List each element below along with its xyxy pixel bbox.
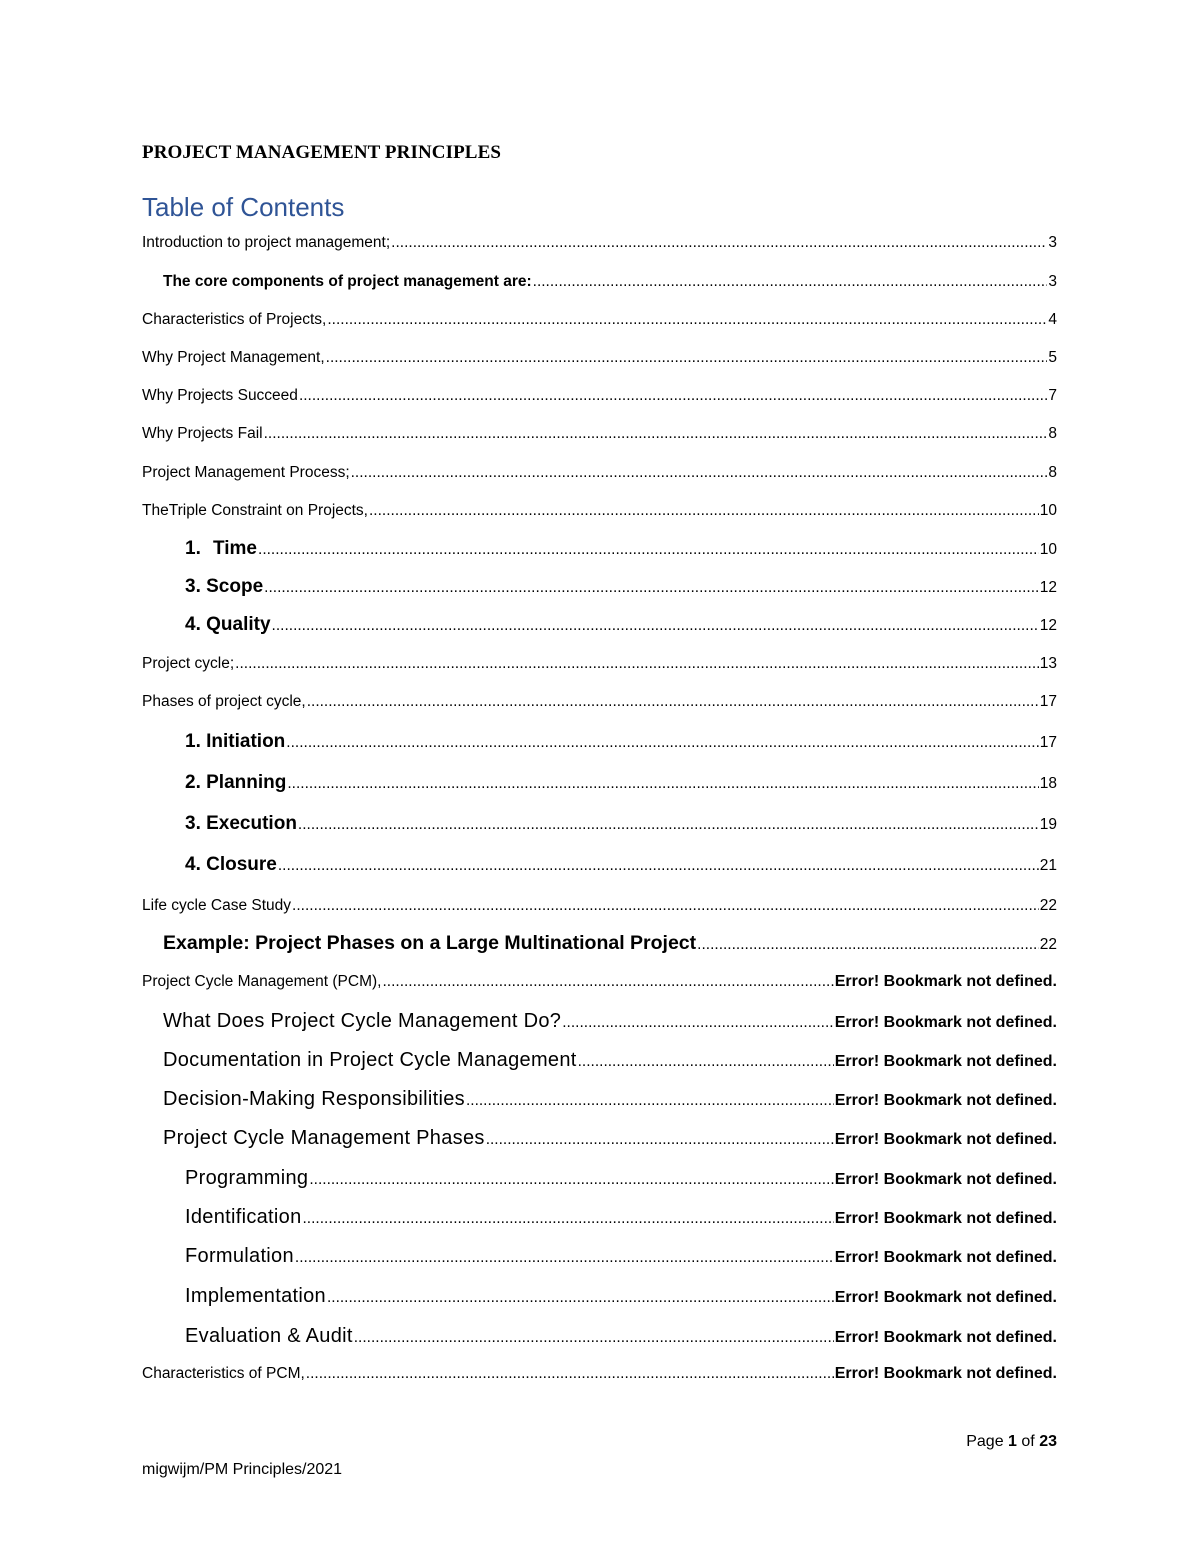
toc-entry-label: Characteristics of PCM, xyxy=(142,1365,305,1382)
toc-entry-page: Error! Bookmark not defined. xyxy=(834,1365,1057,1382)
toc-leader xyxy=(382,973,833,991)
toc-entry-label: Decision-Making Responsibilities xyxy=(163,1088,465,1110)
toc-entry-page: Error! Bookmark not defined. xyxy=(834,1210,1057,1227)
toc-entry[interactable] xyxy=(142,1325,1057,1348)
toc-leader xyxy=(533,273,1048,291)
toc-entry[interactable] xyxy=(142,1088,1057,1111)
toc-entry-label: Project Cycle Management (PCM), xyxy=(142,973,382,990)
toc-entry-page: 17 xyxy=(1039,693,1057,710)
toc-leader xyxy=(307,693,1039,711)
page-number-prefix: Page xyxy=(966,1433,1004,1450)
toc-entry[interactable] xyxy=(142,311,1057,329)
toc-entry[interactable] xyxy=(142,1010,1057,1033)
toc-entry[interactable] xyxy=(142,1049,1057,1072)
toc-entry-label: Why Project Management, xyxy=(142,349,325,366)
toc-entry-label: Programming xyxy=(185,1167,309,1189)
toc-entry-page: 5 xyxy=(1048,349,1057,366)
toc-leader xyxy=(326,349,1048,367)
toc-leader xyxy=(327,311,1047,329)
toc-leader xyxy=(351,464,1048,482)
toc-entry-label: The core components of project management are: xyxy=(163,273,532,290)
page-number xyxy=(966,1433,1057,1451)
toc-entry-label: Project Management Process; xyxy=(142,464,350,481)
toc-entry-page: Error! Bookmark not defined. xyxy=(834,973,1057,990)
toc-entry-page: 8 xyxy=(1048,464,1057,481)
toc-entry[interactable] xyxy=(142,973,1057,991)
page-number-total: 23 xyxy=(1039,1433,1057,1450)
toc-leader xyxy=(272,617,1039,635)
toc-leader xyxy=(697,936,1039,954)
toc-entry-page: 10 xyxy=(1039,502,1057,519)
toc-entry-page: 17 xyxy=(1039,734,1057,751)
toc-entry-label: Formulation xyxy=(185,1245,294,1267)
document-title: PROJECT MANAGEMENT PRINCIPLES xyxy=(142,142,502,163)
toc-leader xyxy=(354,1329,834,1347)
toc-entry-label: 1. Initiation xyxy=(185,731,286,752)
toc-leader xyxy=(578,1053,834,1071)
toc-entry-label: Identification xyxy=(185,1206,302,1228)
toc-entry[interactable] xyxy=(142,349,1057,367)
toc-entry-page: 8 xyxy=(1048,425,1057,442)
toc-entry[interactable] xyxy=(142,932,1057,955)
toc-entry-page: 21 xyxy=(1039,857,1057,874)
toc-entry-page: 10 xyxy=(1039,541,1057,558)
toc-entry-label: TheTriple Constraint on Projects, xyxy=(142,502,368,519)
toc-entry[interactable] xyxy=(142,576,1057,598)
toc-entry-page: Error! Bookmark not defined. xyxy=(834,1014,1057,1031)
toc-entry-label: 3. Scope xyxy=(185,576,264,597)
toc-leader xyxy=(298,816,1039,834)
toc-leader xyxy=(303,1210,834,1228)
toc-entry-page: 18 xyxy=(1039,775,1057,792)
toc-entry-number: 1. xyxy=(185,538,201,559)
toc-entry-label: Characteristics of Projects, xyxy=(142,311,327,328)
toc-entry-label: 4. Closure xyxy=(185,854,277,875)
toc-leader xyxy=(306,1365,834,1383)
toc-entry-page: 12 xyxy=(1039,617,1057,634)
toc-entry-page: 12 xyxy=(1039,579,1057,596)
toc-entry-page: Error! Bookmark not defined. xyxy=(834,1329,1057,1346)
toc-entry[interactable] xyxy=(142,655,1057,673)
toc-entry-page: 22 xyxy=(1039,936,1057,953)
toc-entry-label xyxy=(142,538,257,560)
toc-leader xyxy=(562,1014,834,1032)
toc-entry[interactable] xyxy=(142,772,1057,794)
toc-entry-page: Error! Bookmark not defined. xyxy=(834,1131,1057,1148)
toc-leader xyxy=(258,541,1039,559)
toc-entry-label: Introduction to project management; xyxy=(142,234,391,251)
toc-heading: Table of Contents xyxy=(142,192,345,222)
toc-leader xyxy=(235,655,1039,673)
toc-leader xyxy=(391,234,1047,252)
toc-leader xyxy=(295,1249,834,1267)
toc-leader xyxy=(286,734,1038,752)
toc-leader xyxy=(369,502,1039,520)
toc-entry-label: 2. Planning xyxy=(185,772,287,793)
toc-entry[interactable] xyxy=(142,813,1057,835)
toc-entry[interactable] xyxy=(142,425,1057,443)
page-number-current: 1 xyxy=(1008,1433,1017,1450)
toc-entry-page: 4 xyxy=(1048,311,1057,328)
toc-entry[interactable] xyxy=(142,464,1057,482)
toc-entry[interactable] xyxy=(142,538,1057,560)
toc-entry[interactable] xyxy=(142,1365,1057,1383)
toc-entry[interactable] xyxy=(142,1167,1057,1190)
toc-entry-page: Error! Bookmark not defined. xyxy=(834,1053,1057,1070)
toc-entry-label: Why Projects Fail xyxy=(142,425,263,442)
page-number-separator: of xyxy=(1021,1433,1035,1450)
toc-entry[interactable] xyxy=(142,273,1057,291)
toc-leader xyxy=(287,775,1038,793)
toc-leader xyxy=(327,1289,834,1307)
toc-entry-label: Project cycle; xyxy=(142,655,235,672)
toc-entry-label: Documentation in Project Cycle Management xyxy=(163,1049,577,1071)
footer-text: migwijm/PM Principles/2021 xyxy=(142,1461,343,1478)
toc-entry[interactable] xyxy=(142,502,1057,520)
toc-entry-page: 22 xyxy=(1039,897,1057,914)
toc-entry-page: 19 xyxy=(1039,816,1057,833)
toc-entry-label: 4. Quality xyxy=(185,614,271,635)
toc-entry-label: Phases of project cycle, xyxy=(142,693,306,710)
toc-entry-page: 3 xyxy=(1048,234,1057,251)
toc-entry[interactable] xyxy=(142,614,1057,636)
toc-entry-label: Evaluation & Audit xyxy=(185,1325,353,1347)
toc-entry[interactable] xyxy=(142,1285,1057,1308)
toc-leader xyxy=(278,857,1039,875)
toc-entry-text: Time xyxy=(213,538,258,559)
toc-entry-label: What Does Project Cycle Management Do? xyxy=(163,1010,562,1032)
toc-entry[interactable] xyxy=(142,1245,1057,1268)
toc-leader xyxy=(299,387,1047,405)
toc-entry[interactable] xyxy=(142,897,1057,915)
toc-leader xyxy=(486,1131,834,1149)
toc-entry-label: Example: Project Phases on a Large Multinational Project xyxy=(163,932,697,954)
toc-entry[interactable] xyxy=(142,387,1057,405)
toc-leader xyxy=(309,1171,833,1189)
toc-entry-page: Error! Bookmark not defined. xyxy=(834,1092,1057,1109)
toc-entry-label: Why Projects Succeed xyxy=(142,387,298,404)
toc-entry-label: Implementation xyxy=(185,1285,326,1307)
toc-entry-page: Error! Bookmark not defined. xyxy=(834,1289,1057,1306)
toc-entry-label: 3. Execution xyxy=(185,813,297,834)
toc-leader xyxy=(292,897,1039,915)
toc-entry-label: Life cycle Case Study xyxy=(142,897,292,914)
toc-leader xyxy=(264,579,1039,597)
toc-entry-label: Project Cycle Management Phases xyxy=(163,1127,485,1149)
toc-entry-page: Error! Bookmark not defined. xyxy=(834,1249,1057,1266)
toc-entry-page: Error! Bookmark not defined. xyxy=(834,1171,1057,1188)
toc-entry[interactable] xyxy=(142,234,1057,252)
toc-entry-page: 7 xyxy=(1048,387,1057,404)
toc-leader xyxy=(264,425,1048,443)
toc-entry[interactable] xyxy=(142,731,1057,753)
toc-entry[interactable] xyxy=(142,1206,1057,1229)
toc-entry[interactable] xyxy=(142,693,1057,711)
toc-entry-page: 13 xyxy=(1039,655,1057,672)
toc-entry[interactable] xyxy=(142,854,1057,876)
toc-leader xyxy=(466,1092,834,1110)
toc-entry-page: 3 xyxy=(1048,273,1057,290)
toc-entry[interactable] xyxy=(142,1127,1057,1150)
